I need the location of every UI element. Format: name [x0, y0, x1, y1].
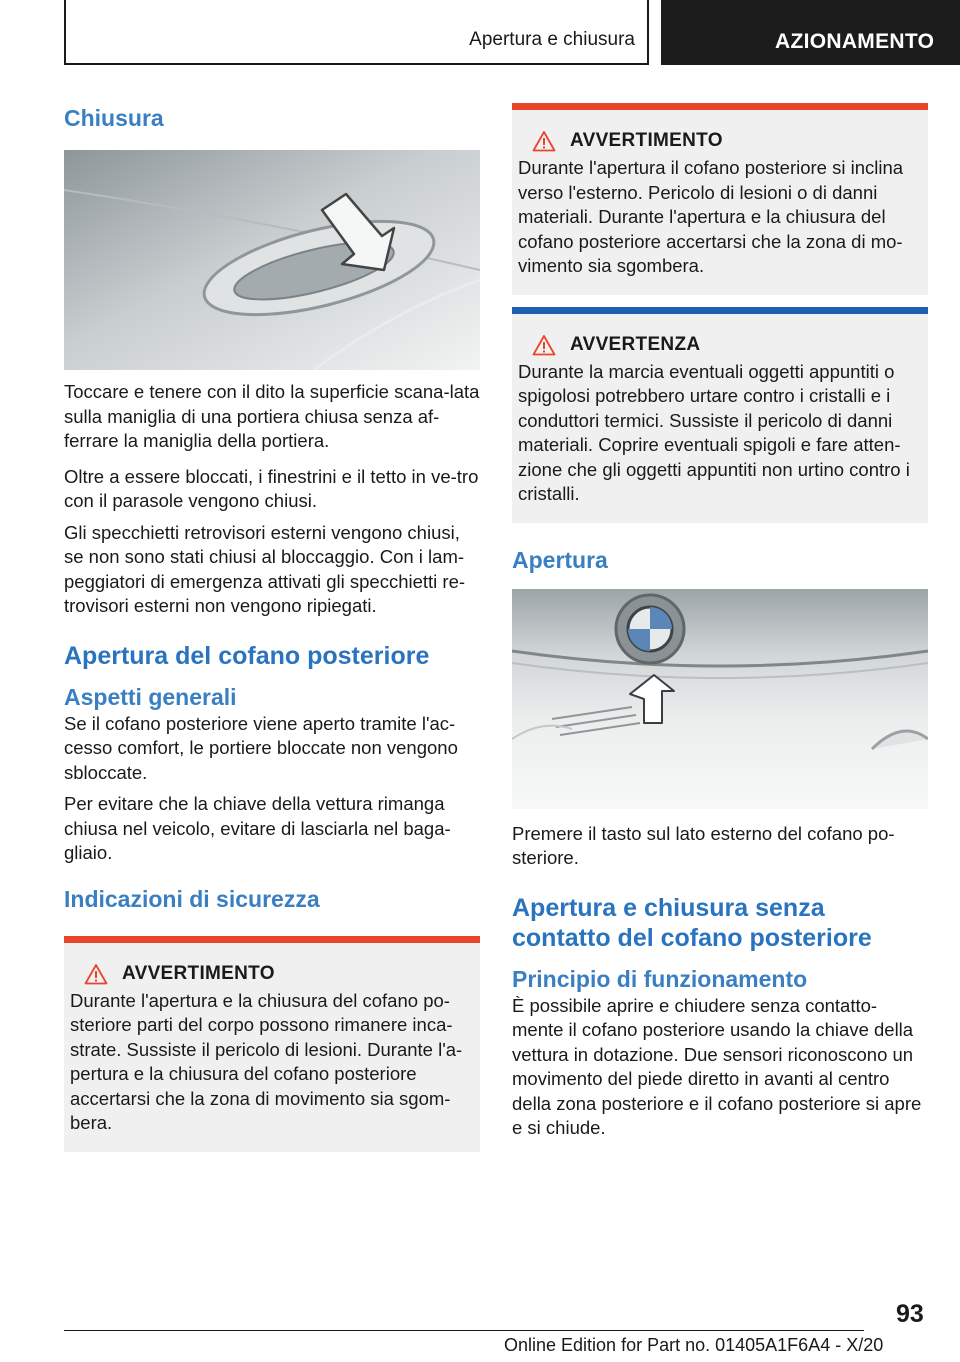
principle-paragraph-1: È possibile aprire e chiudere senza contatto-mente il cofano posteriore usando la chiave della vettura in dotazione. Due sensori riconoscono un movimento del piede diretto in avanti al centro della zona posteriore e il cofano posteriore si apre e si chiude.	[512, 994, 922, 1138]
caution-triangle-icon	[532, 334, 556, 356]
header-section-title: Apertura e chiusura	[469, 29, 635, 50]
closing-heading: Chiusura	[64, 105, 164, 131]
general-paragraph-2: Per evitare che la chiave della vettura rimanga chiusa nel veicolo, evitare di lasciarla nel baga-gliaio.	[64, 793, 451, 863]
header-chapter-title: AZIONAMENTO	[775, 30, 935, 53]
closing-paragraph-2: Oltre a essere bloccati, i finestrini e il tetto in ve-tro con il parasole vengono chiusi.	[64, 465, 479, 511]
closing-paragraph-1: Toccare e tenere con il dito la superficie scana-lata sulla maniglia di una portiera chiusa senza af-ferrare la maniglia della portiera.	[64, 381, 480, 451]
opening-paragraph-1: Premere il tasto sul lato esterno del cofano po-steriore.	[512, 822, 895, 868]
door-handle-illustration	[64, 150, 480, 370]
safety-heading: Indicazioni di sicurezza	[64, 885, 320, 912]
header-section-box	[64, 0, 649, 65]
opening-heading: Apertura	[512, 546, 608, 573]
page-number: 93	[896, 1300, 924, 1328]
principle-heading: Principio di funzionamento	[512, 965, 808, 992]
right-column	[512, 100, 928, 1141]
tailgate-button-illustration	[512, 589, 928, 809]
footer-edition: Online Edition for Part no. 01405A1F6A4 - X/20	[504, 1335, 884, 1355]
footer-divider	[64, 1330, 864, 1331]
warning-bar	[512, 103, 928, 110]
caution-text: Durante la marcia eventuali oggetti appuntiti o spigolosi potrebbero urtare contro i cristalli e i conduttori termici. Sussiste il pericolo di danni materiali. Coprire eventuali spigoli e fare atten-zione che gli oggetti appuntiti non urtino contro i cristalli.	[518, 360, 910, 504]
warning-box-left	[64, 936, 480, 1152]
warning-triangle-icon	[532, 130, 556, 152]
general-heading: Aspetti generali	[64, 683, 237, 710]
warning-text: Durante l'apertura il cofano posteriore si inclina verso l'esterno. Pericolo di lesioni o di danni materiali. Durante l'apertura e la chiusura del cofano posteriore accertarsi che la zona di mo-vimento sia sgombera.	[518, 157, 904, 276]
warning-triangle-icon	[84, 963, 108, 985]
caution-title-row	[512, 314, 928, 356]
warning-title-row	[64, 943, 480, 985]
warning-text: Durante l'apertura e la chiusura del cofano po-steriore parti del corpo possono rimanere inca-strate. Sussiste il pericolo di lesioni. Durante l'a-pertura e la chiusura del cofano posteriore accertarsi che la zona di movimento sia sgom-bera.	[70, 989, 463, 1133]
warning-title: AVVERTIMENTO	[570, 130, 723, 151]
general-paragraph-1: Se il cofano posteriore viene aperto tramite l'ac-cesso comfort, le portiere bloccate non vengono sbloccate.	[64, 712, 458, 783]
left-column	[64, 100, 480, 1152]
warning-bar	[64, 936, 480, 943]
door-handle-image	[64, 150, 480, 370]
warning-title: AVVERTIMENTO	[122, 962, 275, 984]
warning-title-row	[512, 110, 928, 152]
header-chapter-tab	[661, 0, 960, 65]
caution-title: AVVERTENZA	[570, 333, 701, 355]
caution-bar	[512, 307, 928, 314]
contactless-heading: Apertura e chiusura senza contatto del cofano posteriore	[512, 893, 872, 952]
warning-box-right	[512, 103, 928, 295]
closing-paragraph-3: Gli specchietti retrovisori esterni vengono chiusi, se non sono stati chiusi al bloccaggio. Con i lam-peggiatori di emergenza attivati gli specchietti re-trovisori esterni non vengono ripiegati.	[64, 521, 466, 616]
tailgate-heading: Apertura del cofano posteriore	[64, 641, 430, 670]
tailgate-button-image	[512, 589, 928, 809]
caution-box	[512, 307, 928, 523]
